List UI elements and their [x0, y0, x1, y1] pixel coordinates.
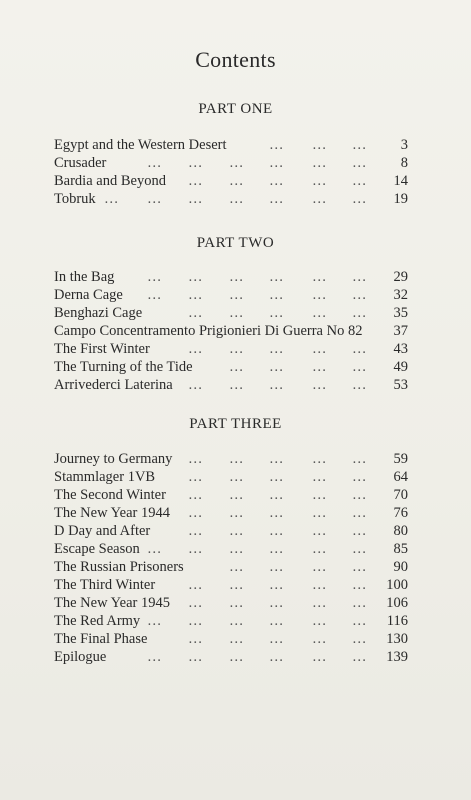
leader-dots: … — [229, 377, 244, 393]
leader-dots: … — [269, 377, 284, 393]
toc-entry-title: Epilogue — [54, 649, 107, 665]
leader-dots: … — [147, 613, 162, 629]
leader-dots: … — [188, 595, 203, 611]
leader-dots: … — [188, 577, 203, 593]
toc-entry — [54, 540, 408, 558]
leader-dots: … — [352, 269, 367, 285]
leader-dots: … — [188, 631, 203, 647]
leader-dots: … — [312, 649, 327, 665]
toc-entry-title: Derna Cage — [54, 287, 123, 303]
leader-dots: … — [269, 541, 284, 557]
leader-dots: … — [269, 631, 284, 647]
leader-dots: … — [229, 487, 244, 503]
leader-dots: … — [352, 523, 367, 539]
leader-dots: … — [229, 505, 244, 521]
toc-entry-page: 80 — [393, 523, 408, 539]
leader-dots: … — [188, 173, 203, 189]
leader-dots: … — [269, 451, 284, 467]
leader-dots: … — [269, 469, 284, 485]
toc-entry-page: 100 — [386, 577, 408, 593]
toc-entry-page: 19 — [393, 191, 408, 207]
toc-entry-title: In the Bag — [54, 269, 115, 285]
leader-dots: … — [229, 469, 244, 485]
toc-entry — [54, 450, 408, 468]
leader-dots: … — [269, 305, 284, 321]
toc-entry — [54, 268, 408, 286]
toc-entry-page: 49 — [393, 359, 408, 375]
leader-dots: … — [229, 155, 244, 171]
leader-dots: … — [229, 541, 244, 557]
toc-entry-title: The Final Phase — [54, 631, 148, 647]
leader-dots: … — [352, 137, 367, 153]
toc-entry-title: Arrivederci Laterina — [54, 377, 173, 393]
toc-entry — [54, 558, 408, 576]
leader-dots: … — [188, 541, 203, 557]
leader-dots: … — [352, 469, 367, 485]
toc-entry-page: 37 — [393, 323, 408, 339]
leader-dots: … — [312, 631, 327, 647]
leader-dots: … — [312, 287, 327, 303]
toc-entry — [54, 468, 408, 486]
leader-dots: … — [352, 505, 367, 521]
leader-dots: … — [312, 487, 327, 503]
leader-dots: … — [269, 137, 284, 153]
leader-dots: … — [352, 451, 367, 467]
toc-entry-title: The Turning of the Tide — [54, 359, 193, 375]
toc-entry-title: The New Year 1944 — [54, 505, 170, 521]
leader-dots: … — [352, 577, 367, 593]
leader-dots: … — [352, 541, 367, 557]
leader-dots: … — [229, 359, 244, 375]
toc-entry — [54, 304, 408, 322]
toc-entry-title: D Day and After — [54, 523, 151, 539]
toc-entry-title: Stammlager 1VB — [54, 469, 156, 485]
toc-entry-page: 70 — [393, 487, 408, 503]
leader-dots: … — [269, 595, 284, 611]
leader-dots: … — [229, 649, 244, 665]
leader-dots: … — [229, 269, 244, 285]
leader-dots: … — [147, 191, 162, 207]
leader-dots: … — [229, 631, 244, 647]
toc-entry — [54, 286, 408, 304]
leader-dots: … — [269, 359, 284, 375]
toc-entry-page: 85 — [393, 541, 408, 557]
leader-dots: … — [352, 191, 367, 207]
toc-entry — [54, 376, 408, 394]
part-one-heading: PART ONE — [198, 101, 273, 117]
leader-dots: … — [147, 269, 162, 285]
leader-dots: … — [229, 191, 244, 207]
leader-dots: … — [269, 613, 284, 629]
toc-entry-title: The Russian Prisoners — [54, 559, 184, 575]
leader-dots: … — [269, 155, 284, 171]
leader-dots: … — [352, 287, 367, 303]
leader-dots: … — [188, 377, 203, 393]
leader-dots: … — [312, 469, 327, 485]
leader-dots: … — [269, 341, 284, 357]
leader-dots: … — [104, 191, 119, 207]
leader-dots: … — [312, 359, 327, 375]
leader-dots: … — [188, 191, 203, 207]
toc-entry — [54, 630, 408, 648]
toc-entry-page: 139 — [386, 649, 408, 665]
leader-dots: … — [229, 341, 244, 357]
leader-dots: … — [269, 523, 284, 539]
toc-entry — [54, 172, 408, 190]
leader-dots: … — [229, 577, 244, 593]
leader-dots: … — [188, 305, 203, 321]
toc-entry-title: The Third Winter — [54, 577, 156, 593]
toc-entry — [54, 322, 408, 340]
leader-dots: … — [147, 541, 162, 557]
toc-entry-page: 64 — [393, 469, 408, 485]
toc-entry-title: The Second Winter — [54, 487, 166, 503]
leader-dots: … — [352, 595, 367, 611]
toc-entry — [54, 522, 408, 540]
leader-dots: … — [312, 305, 327, 321]
leader-dots: … — [269, 287, 284, 303]
leader-dots: … — [312, 173, 327, 189]
leader-dots: … — [312, 269, 327, 285]
leader-dots: … — [269, 505, 284, 521]
leader-dots: … — [188, 469, 203, 485]
toc-entry-title: Journey to Germany — [54, 451, 173, 467]
leader-dots: … — [312, 613, 327, 629]
toc-entry-page: 14 — [393, 173, 408, 189]
leader-dots: … — [312, 541, 327, 557]
toc-entry-page: 43 — [393, 341, 408, 357]
toc-entry-title: Benghazi Cage — [54, 305, 143, 321]
leader-dots: … — [229, 287, 244, 303]
leader-dots: … — [352, 173, 367, 189]
leader-dots: … — [147, 649, 162, 665]
toc-entry-page: 90 — [393, 559, 408, 575]
leader-dots: … — [352, 631, 367, 647]
part-three-heading: PART THREE — [189, 416, 282, 432]
leader-dots: … — [352, 377, 367, 393]
toc-entry-page: 76 — [393, 505, 408, 521]
toc-entry-title: Campo Concentramento Prigionieri Di Guerra No 82 — [54, 323, 363, 339]
toc-entry-page: 32 — [393, 287, 408, 303]
toc-entry-page: 106 — [386, 595, 408, 611]
page-title: Contents — [195, 47, 276, 72]
leader-dots: … — [229, 523, 244, 539]
toc-entry-page: 3 — [400, 137, 408, 153]
toc-entry — [54, 154, 408, 172]
part-three-entries — [54, 450, 408, 666]
leader-dots: … — [147, 155, 162, 171]
leader-dots: … — [229, 559, 244, 575]
leader-dots: … — [188, 613, 203, 629]
toc-entry-title: Escape Season — [54, 541, 140, 557]
leader-dots: … — [312, 505, 327, 521]
leader-dots: … — [352, 649, 367, 665]
toc-entry — [54, 190, 408, 208]
leader-dots: … — [352, 613, 367, 629]
leader-dots: … — [188, 505, 203, 521]
leader-dots: … — [229, 451, 244, 467]
toc-entry-title: Crusader — [54, 155, 107, 171]
leader-dots: … — [312, 451, 327, 467]
leader-dots: … — [352, 559, 367, 575]
leader-dots: … — [269, 191, 284, 207]
toc-entry-page: 53 — [393, 377, 408, 393]
toc-entry-page: 59 — [393, 451, 408, 467]
leader-dots: … — [269, 559, 284, 575]
leader-dots: … — [312, 191, 327, 207]
part-two-entries — [54, 268, 408, 394]
toc-entry-page: 130 — [386, 631, 408, 647]
leader-dots: … — [312, 341, 327, 357]
leader-dots: … — [312, 377, 327, 393]
toc-entry — [54, 358, 408, 376]
part-one-entries — [54, 136, 408, 208]
toc-entry-page: 8 — [400, 155, 408, 171]
leader-dots: … — [188, 269, 203, 285]
leader-dots: … — [312, 523, 327, 539]
toc-entry-title: The First Winter — [54, 341, 150, 357]
leader-dots: … — [352, 155, 367, 171]
toc-entry — [54, 594, 408, 612]
leader-dots: … — [352, 359, 367, 375]
leader-dots: … — [229, 595, 244, 611]
part-two-heading: PART TWO — [196, 235, 275, 251]
leader-dots: … — [188, 649, 203, 665]
leader-dots: … — [312, 155, 327, 171]
leader-dots: … — [269, 649, 284, 665]
leader-dots: … — [229, 305, 244, 321]
leader-dots: … — [312, 137, 327, 153]
toc-entry-title: The New Year 1945 — [54, 595, 170, 611]
leader-dots: … — [188, 287, 203, 303]
leader-dots: … — [352, 487, 367, 503]
leader-dots: … — [269, 269, 284, 285]
toc-entry — [54, 486, 408, 504]
toc-entry-page: 29 — [393, 269, 408, 285]
toc-entry-title: The Red Army — [54, 613, 141, 629]
leader-dots: … — [312, 577, 327, 593]
toc-entry — [54, 504, 408, 522]
leader-dots: … — [352, 341, 367, 357]
leader-dots: … — [229, 173, 244, 189]
toc-entry — [54, 136, 408, 154]
leader-dots: … — [188, 487, 203, 503]
toc-entry — [54, 612, 408, 630]
leader-dots: … — [147, 287, 162, 303]
leader-dots: … — [312, 595, 327, 611]
leader-dots: … — [188, 341, 203, 357]
leader-dots: … — [188, 523, 203, 539]
leader-dots: … — [269, 577, 284, 593]
toc-entry-page: 35 — [393, 305, 408, 321]
leader-dots: … — [312, 559, 327, 575]
toc-entry-title: Bardia and Beyond — [54, 173, 166, 189]
leader-dots: … — [188, 155, 203, 171]
leader-dots: … — [229, 613, 244, 629]
toc-entry — [54, 576, 408, 594]
leader-dots: … — [352, 305, 367, 321]
toc-entry — [54, 340, 408, 358]
toc-entry-title: Tobruk — [54, 191, 96, 207]
leader-dots: … — [188, 451, 203, 467]
toc-entry-title: Egypt and the Western Desert — [54, 137, 227, 153]
toc-entry — [54, 648, 408, 666]
toc-entry-page: 116 — [386, 613, 408, 629]
leader-dots: … — [269, 487, 284, 503]
leader-dots: … — [269, 173, 284, 189]
